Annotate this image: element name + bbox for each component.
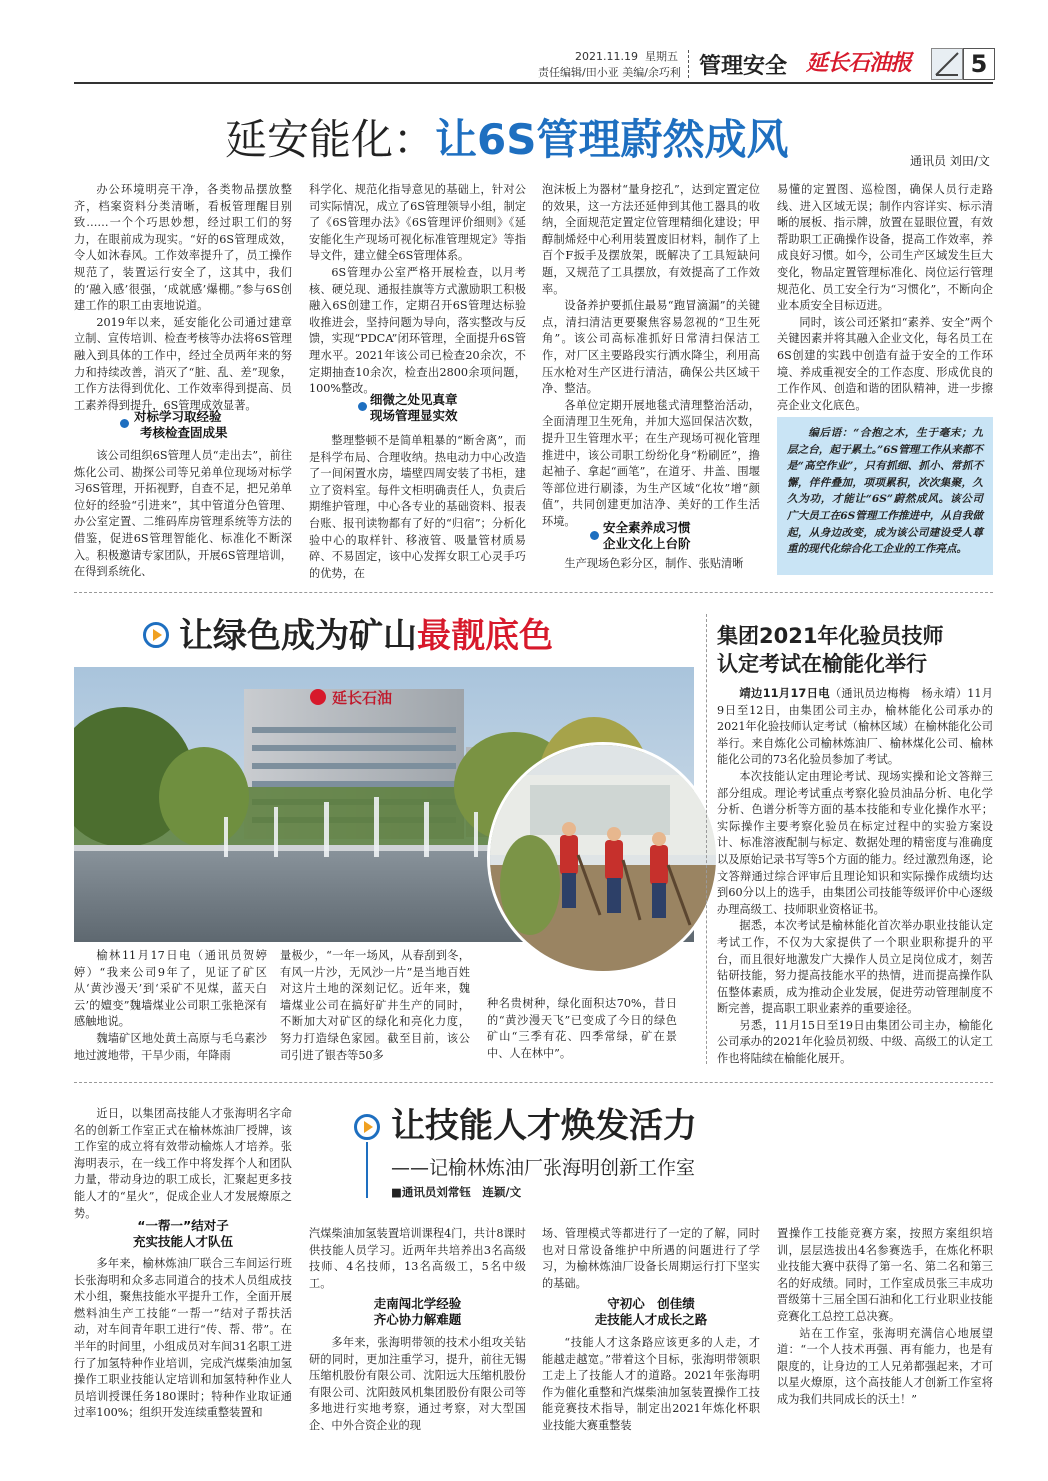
play-icon: [354, 1114, 380, 1140]
subheading-line: 考核检查固成果: [140, 425, 228, 440]
subheading-line: 企业文化上台阶: [603, 536, 691, 551]
paragraph: 生产现场色彩分区，制作、张贴清晰: [564, 557, 744, 570]
paragraph: 办公环境明亮干净，各类物品摆放整齐，档案资料分类清晰，看板管理醒目别致……一个个巧思妙想，经过职工们的努力，在眼前成为现实。“好的6S管理成效，令人如沐春风。工作效率提升了，员工操作规范了，装置运行安全了，这其中，我们的‘融入感’很强，‘成就感’爆棚。”参与6S创建工作的职工由衷地说道。: [74, 183, 292, 313]
article4-col1: [74, 1256, 292, 1422]
section-divider: [74, 1082, 993, 1083]
article1-col4: [777, 182, 993, 414]
date-text: 2021.11.19: [575, 50, 638, 63]
title-line: 集团2021年化验员技师: [717, 624, 944, 648]
page-number: 5: [963, 48, 995, 80]
article3-title: [717, 622, 943, 678]
article1-col3: [542, 182, 760, 530]
subheading-line: “一帮一”结对子: [137, 1218, 229, 1233]
paragraph: 种名贵树种，绿化面积达70%，昔日的“黄沙漫天飞”已变成了今日的绿色矿山“三季有花、四季常绿，矿在景中、人在林中”。: [487, 997, 677, 1060]
subheading-line: 现场管理显实效: [370, 408, 458, 423]
title-highlight: 最靓底色: [417, 616, 553, 656]
editor-note-box: [777, 417, 993, 575]
article2-col2: [280, 948, 470, 1064]
bullet-icon: [358, 402, 367, 411]
header-divider: [688, 50, 690, 78]
article2-title: [179, 614, 553, 658]
paragraph: 11月9日至12日，由集团公司主办，榆林能化公司承办的2021年化验技师认定考试（榆林区域）在榆林能化公司举行。来自炼化公司榆林炼油厂、榆林煤化公司、榆林能化公司的73名化验员参加了考试。: [717, 687, 993, 767]
paragraph: 易懂的定置图、巡检图，确保人员行走路线、进入区域无误；制作内容详实、标示清晰的展板、指示牌，放置在显眼位置，有效帮助职工正确操作设备，提高工作效率，养成良好习惯。如今，公司生产区域发生巨大变化，物品定置管理标准化、岗位运行管理规范化、员工安全行为“习惯化”，不断向企业本质安全目标迈进。: [777, 183, 993, 313]
article1-byline: 通讯员 刘田/文: [910, 154, 990, 168]
subheading-line: 充实技能人才队伍: [132, 1234, 233, 1249]
article4-title: 让技能人才焕发活力: [391, 1106, 697, 1146]
subheading-line: 安全素养成习惯: [603, 520, 691, 535]
weekday-text: 星期五: [644, 50, 678, 63]
paragraph: 泡沫板上为器材“量身挖孔”，达到定置定位的效果，这一方法还延伸到其他工器具的收纳，全面规范定置定位管理精细化建设；甲醇制烯烃中心利用装置废旧材料，制作了上百个F扳手及摆放架，既解决了工具短缺问题，又规范了工具摆放，有效提高了工作效率。: [542, 183, 760, 296]
subheading-2: [370, 392, 458, 424]
header-rule: [74, 82, 993, 84]
slash-icon: [931, 48, 963, 80]
play-icon: [143, 622, 169, 648]
paragraph: 多年来，张海明带领的技术小组攻关钻研的同时，更加注重学习，提升，前往无锡压缩机股份有限公司、沈阳远大压缩机股份有限公司、沈阳鼓风机集团股份有限公司等多地进行实地考察，通过考察，对大型国企、中外合资企业的现: [309, 1336, 526, 1432]
article2-col3: [487, 996, 677, 1062]
paper-logo: 延长石油报: [806, 50, 912, 76]
issue-date: [575, 48, 678, 64]
editors-line: 责任编辑/田小亚 美编/余巧利: [538, 66, 681, 79]
paragraph: 量极少，“一年一场风，从春刮到冬，有风一片沙，无风沙一片”是当地百姓对这片土地的深刻记忆。近年来，魏墙煤业公司在搞好矿井生产的同时，不断加大对矿区的绿化和亮化力度，努力打造绿色家园。截至目前，该公司引进了银杏等50多: [280, 949, 470, 1062]
article4-byline: ■通讯员刘常钰 连颖/文: [391, 1185, 522, 1199]
subheading-line: 走南闯北学经验: [373, 1296, 462, 1311]
dateline: 靖边11月17日电: [739, 686, 830, 700]
article4-col2: [309, 1226, 526, 1292]
company-logo-icon: [310, 689, 326, 705]
article2-col1: [74, 948, 267, 1064]
paragraph: 站在工作室，张海明充满信心地展望道：“一个人技术再强、再有能力，也是有限度的，让身边的工人兄弟都强起来，才可以星火燎原，这个高技能人才创新工作室将成为我们共同成长的沃土！”: [777, 1326, 993, 1406]
subheading-line: 细微之处见真章: [370, 392, 458, 407]
article4-subtitle: ——记榆林炼油厂张海明创新工作室: [391, 1157, 696, 1179]
article4-subheading-3: [542, 1296, 760, 1328]
article4-col4: [777, 1226, 993, 1409]
paragraph: 科学化、规范化指导意见的基础上，针对公司实际情况，成立了6S管理领导小组，制定了《6S管理办法》《6S管理评价细则》《延安能化生产现场可视化标准管理规定》等指导文件，建立健全6S管理体系。: [309, 183, 526, 263]
article4-lead: [74, 1106, 292, 1222]
reporters: （通讯员边梅梅 杨永靖）: [829, 687, 968, 700]
subheading-line: 齐心协力解难题: [373, 1312, 462, 1327]
article1-col1b: [74, 448, 292, 581]
bullet-icon: [590, 531, 599, 540]
article4-col2b: [309, 1335, 526, 1435]
editor-note-text: “合抱之木，生于毫末；九层之台，起于累土。”6S管理工作从来都不是“高空作业”，只有抓细、抓小、常抓不懈，伴件叠加，项项累积，次次集聚，久久为功，才能让“6S”蔚然成风。该公司广大员工在6S管理工作推进中，从自我做起，从身边改变，成为该公司建设受人尊重的现代化综合化工企业的工作亮点。: [787, 427, 984, 556]
paragraph: 魏墙矿区地处黄土高原与毛乌素沙地过渡地带，干旱少雨，年降雨: [74, 1031, 267, 1062]
paragraph: 本次技能认定由理论考试、现场实操和论文答辩三部分组成。理论考试重点考察化验员油品分析、电化学分析、色谱分析等方面的基本技能和专业化操作水平；实际操作主要考察化验员在标定过程中的实验方案设计、标准溶液配制与标定、数据处理的精密度与准确度以及原始记录书写等5个方面的能力。经过激烈角逐，论文答辩通过综合评审后且理论知识和实际操作成绩均达到60分以上的选手，由集团公司技能等级评价中心逐级办理高级工、技师职业资格证书。: [717, 769, 993, 916]
article3-body: [717, 685, 993, 1068]
paragraph: 榆林11月17日电（通讯员贺婷婷）“我来公司9年了，见证了矿区从‘黄沙漫天’到‘采矿不见煤，蓝天白云’的嬗变”魏墙煤业公司职工张艳深有感触地说。: [74, 949, 267, 1029]
section-divider: [74, 592, 993, 593]
article4-col3b: [542, 1335, 760, 1435]
article1-col3b: [542, 556, 760, 573]
paragraph: “技能人才这条路应该更多的人走，才能越走越宽。”带着这个目标，张海明带领职工走上了技能人才的道路。2021年张海明作为催化重整和汽煤柴油加氢装置操作工技能竞赛技术指导，制定出2021年炼化杯职业技能大赛重整装: [542, 1336, 760, 1432]
company-sign: 延长石油: [332, 689, 393, 707]
paragraph: 整理整顿不是简单粗暴的“断舍离”，而是科学布局、合理收纳。热电动力中心改造了一间闲置水房，墙壁四周安装了书柜，建立了资料室。每件文柜明确责任人，负责后期维护管理，中心各专业的基础资料、报表台账、报刊读物都有了好的“归宿”；分析化验中心的取样针、移液管、吸量管材质易碎、不易固定，该中心发挥女职工心灵手巧的优势，在: [309, 434, 526, 580]
subheading-line: 走技能人才成长之路: [594, 1312, 708, 1327]
paragraph: 2019年以来，延安能化公司通过建章立制、宣传培训、检查考核等办法将6S管理融入到具体的工作中，经过全员两年来的努力和持续改善，消灭了“脏、乱、差”现象，工作方法得到优化、工作效率得到提高、员工素养得到提升，6S管理成效显著。: [74, 315, 292, 412]
article4-subheading-2: [309, 1296, 526, 1328]
subheading-line: 守初心 创佳绩: [607, 1296, 695, 1311]
paragraph: 场、管理模式等都进行了一定的了解，同时也对日常设备维护中所遇的问题进行了学习，为榆林炼油厂设备长周期运行打下坚实的基础。: [542, 1227, 760, 1290]
title-part: 让绿色成为矿山: [179, 616, 417, 656]
editor-note-label: 编后语：: [808, 427, 854, 439]
subheading-line: 对标学习取经验: [134, 409, 222, 424]
title-main: 让6S管理蔚然成风: [435, 115, 789, 164]
subheading-1: [134, 409, 228, 441]
paragraph: 设备养护要抓住最易“跑冒滴漏”的关键点，清扫清洁更要聚焦容易忽视的“卫生死角”。该公司高标准抓好日常清扫保洁工作，对厂区主要路段实行洒水降尘，利用高压水枪对生产区进行清洁，确保公共区域干净、整洁。: [542, 299, 760, 396]
title-line: 认定考试在榆能化举行: [717, 652, 927, 676]
paragraph: 置操作工技能竞赛方案，按照方案组织培训，层层选拔出4名参赛选手，在炼化杯职业技能大赛中获得了第一名、第二名和第三名的好成绩。同时，工作室成员张三丰成功晋级第十三届全国石油和化工行业职业技能竞赛化工总控工总决赛。: [777, 1227, 993, 1323]
subheading-3: [603, 520, 691, 552]
section-name: 管理安全: [699, 54, 788, 79]
paragraph: 汽煤柴油加氢装置培训课程4门，共计8课时供技能人员学习。近两年共培养出3名高级技师、4名技师，13名高级工，5名中级工。: [309, 1227, 526, 1290]
article4-col3: [542, 1226, 760, 1292]
paragraph: 据悉，本次考试是榆林能化首次举办职业技能认定考试工作，不仅为大家提供了一个职业职称提升的平台，而且很好地激发广大操作人员立足岗位成才，刻苦钻研技能，努力提高技能水平的热情，进而提高操作队伍整体素质，成为推动企业发展，促进劳动管理制度不断完善，提高职工职业素养的重要途径。: [717, 919, 993, 1016]
paragraph: 6S管理办公室严格开展检查，以月考核、硬兑现、通报挂旗等方式激励职工积极融入6S创建工作，定期召开6S管理达标验收推进会，坚持问题为导向，落实整改与反馈，实现“PDCA”闭环管理，全面提升6S管理水平。2021年该公司已检查20余次，不定期抽查10余次，检查出2800余项问题，100%整改。: [309, 265, 526, 396]
article4-subheading-1: [74, 1218, 292, 1250]
column-divider: [706, 614, 708, 1064]
editor-note: [777, 417, 993, 566]
bullet-icon: [120, 419, 129, 428]
paragraph: 该公司组织6S管理人员“走出去”，前往炼化公司、勘探公司等兄弟单位现场对标学习6S管理，开拓视野，自查不足，把兄弟单位好的经验“引进来”，其中管道分色管理、办公室定置、二维码库房管理系统等方法的借鉴，促进6S管理智能化、标准化不断深入。积极邀请专家团队，开展6S管理培训，在得到系统化、: [74, 449, 292, 579]
paragraph: 同时，该公司还紧扣“素养、安全”两个关键因素并将其融入企业文化，每名员工在6S创建的实践中创造有益于安全的工作环境、养成重视安全的工作态度、形成优良的工作作风、创造和谐的团队精神，进一步擦亮企业文化底色。: [777, 315, 993, 412]
paragraph: 近日，以集团高技能人才张海明名字命名的创新工作室正式在榆林炼油厂授牌，该工作室的成立将有效带动榆炼人才培养。张海明表示，在一线工作中将发挥个人和团队力量，带动身边的职工成长，汇聚起更多技能人才的“星火”，促成企业人才发展燎原之势。: [74, 1107, 292, 1220]
paragraph: 另悉，11月15日至19日由集团公司主办，榆能化公司承办的2021年化验员初级、中级、高级工的认定工作也将陆续在榆能化展开。: [717, 1018, 993, 1066]
workers-photo: [487, 742, 719, 974]
title-prefix: 延安能化：: [225, 115, 436, 164]
article1-title: [225, 112, 789, 168]
title-accent-bar: [366, 1142, 368, 1198]
paragraph: 多年来，榆林炼油厂联合三车间运行班长张海明和众多志同道合的技术人员组成技术小组，聚焦技能水平提升工作，全面开展燃料油生产工技能“一帮一”结对子帮扶活动，对车间青年职工进行“传、帮、带”。在半年的时间里，小组成员对车间31名职工进行了加氢特种作业培训，完成汽煤柴油加氢操作工职业技能认定培训和加氢特种作业人员培训授课任务180课时；特种作业取证通过率100%；组织开发连续重整装置和: [74, 1257, 292, 1420]
article1-col2b: [309, 433, 526, 582]
article1-col1: [74, 182, 292, 414]
paragraph: 各单位定期开展地毯式清理整治活动，全面清理卫生死角，并加大巡回保洁次数，提升卫生管理水平；在生产现场可视化管理推进中，该公司职工纷纷化身“粉刷匠”，撸起袖子、拿起“画笔”，在道牙、井盖、围堰等部位进行刷漆，为生产区域“化妆”增“颜值”，共同创建更加洁净、美好的工作生活环境。: [542, 398, 760, 528]
article1-col2: [309, 182, 526, 398]
